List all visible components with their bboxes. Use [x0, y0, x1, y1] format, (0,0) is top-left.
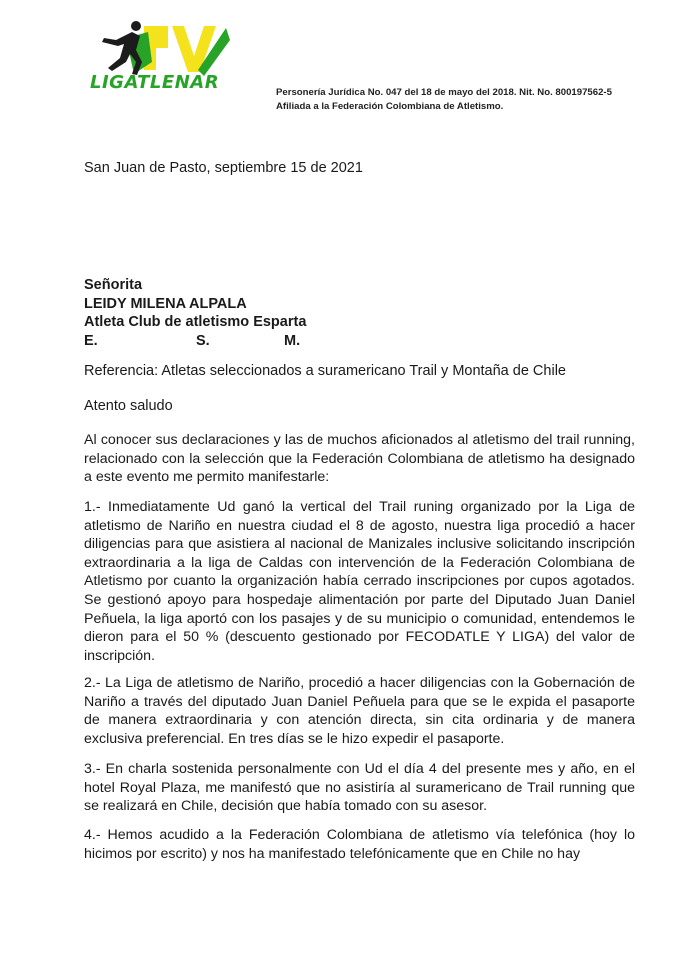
- esm-line: [84, 332, 306, 351]
- esm-e: E.: [84, 332, 98, 349]
- paragraph-4: 4.- Hemos acudido a la Federación Colombiana de atletismo vía telefónica (hoy lo hicimos por escrito) y nos ha manifestado telefónicamente que en Chile no hay: [84, 827, 635, 862]
- affiliation-line: Afiliada a la Federación Colombiana de Atletismo.: [276, 101, 504, 112]
- recipient-name: LEIDY MILENA ALPALA: [84, 295, 247, 312]
- esm-m: M.: [284, 332, 301, 349]
- reference-line: Referencia: Atletas seleccionados a suramericano Trail y Montaña de Chile: [84, 363, 566, 379]
- paragraph-2: 2.- La Liga de atletismo de Nariño, procedió a hacer diligencias con la Gobernación de Nariño a través del diputado Juan Daniel Peñuela para que se le expida el pasaporte de manera extraordinaria y con atención directa, sin cita ordinaria y de manera exclusiva preferencial. En tres días se le hizo expedir el pasaporte.: [84, 675, 635, 747]
- salutation: Señorita: [84, 277, 143, 293]
- header-legal-info: [276, 86, 612, 114]
- letter-date: San Juan de Pasto, septiembre 15 de 2021: [84, 160, 363, 176]
- legal-line: Personería Jurídica No. 047 del 18 de mayo del 2018. Nit. No. 800197562-5: [276, 87, 612, 98]
- logo-wordmark: LIGATLENAR: [90, 72, 220, 93]
- paragraph-1: 1.- Inmediatamente Ud ganó la vertical del Trail runing organizado por la Liga de atletismo de Nariño en nuestra ciudad el 8 de agosto, nuestra liga procedió a hacer diligencias para que asistiera al nacional de Manizales inclusive solicitando inscripción extraordinaria a la liga de Caldas con intervención de la Federación Colombiana de Atletismo por cuanto la organización había cerrado inscripciones por cupos agotados. Se gestionó apoyo para hospedaje alimentación por parte del Diputado Juan Daniel Peñuela, la liga aportó con los pasajes y de su municipio o comunidad, entendemos le dieron para el 50 % (descuento gestionado por FECODATLE Y LIGA) del valor de inscripción.: [84, 499, 635, 664]
- paragraph-intro: Al conocer sus declaraciones y las de muchos aficionados al atletismo del trail running, relacionado con la selección que la Federación Colombiana de atletismo ha designado a este evento me permito manifestarle:: [84, 432, 635, 486]
- esm-s: S.: [196, 332, 210, 349]
- recipient-block: [84, 276, 306, 350]
- greeting: Atento saludo: [84, 398, 173, 414]
- recipient-role: Atleta Club de atletismo Esparta: [84, 314, 307, 330]
- paragraph-3: 3.- En charla sostenida personalmente con Ud el día 4 del presente mes y año, en el hotel Royal Plaza, me manifestó que no asistiría al suramericano de Trail running que se realizará en Chile, decisión que había tomado con su asesor.: [84, 761, 635, 815]
